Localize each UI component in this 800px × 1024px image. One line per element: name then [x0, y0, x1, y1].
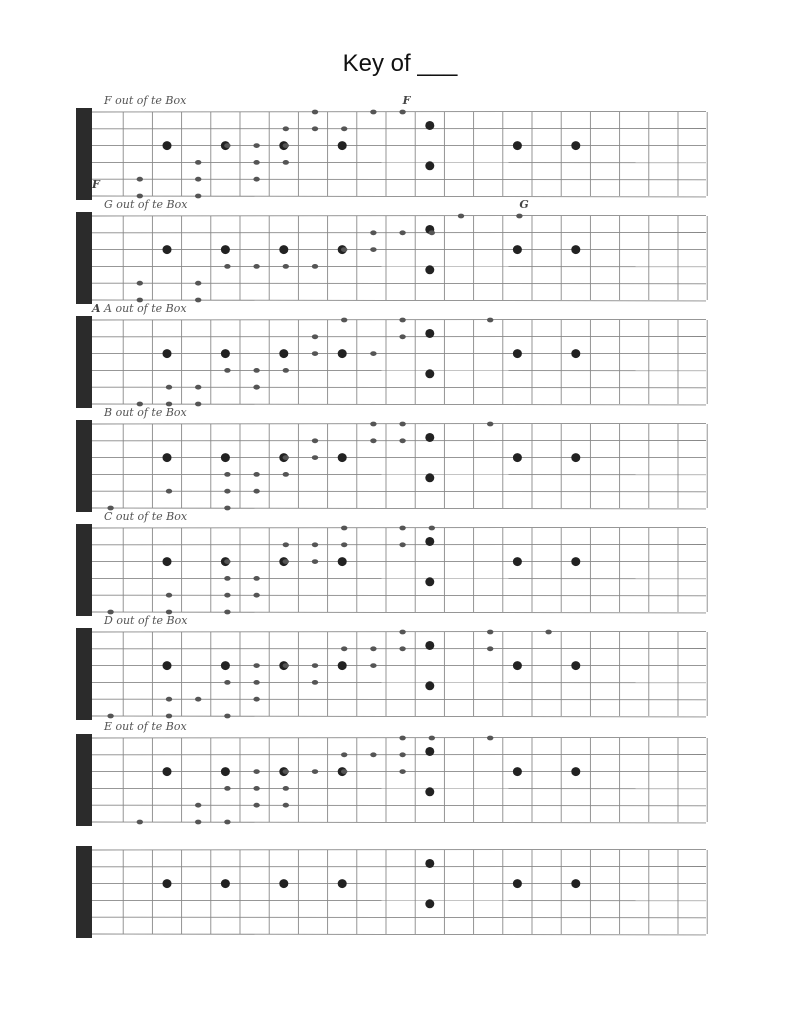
string-line	[92, 595, 706, 596]
fretboard-label: D out of te Box	[104, 614, 188, 627]
scale-note-dot	[195, 402, 201, 407]
scale-note-dot	[224, 489, 230, 494]
inlay-dot	[338, 349, 347, 358]
scale-note-dot	[283, 663, 289, 668]
scale-note-dot	[312, 680, 318, 685]
inlay-dot	[221, 767, 230, 776]
scale-note-dot	[224, 506, 230, 511]
inlay-dot	[221, 245, 230, 254]
nut-bar	[76, 734, 92, 826]
page-title: Key of ___	[342, 50, 458, 77]
scale-note-dot	[312, 542, 318, 547]
inlay-dot	[425, 161, 434, 170]
scale-note-dot	[487, 630, 493, 635]
scale-note-dot	[487, 646, 493, 651]
scale-note-dot	[312, 455, 318, 460]
scale-note-dot	[283, 803, 289, 808]
inlay-dot	[513, 661, 522, 670]
inlay-dot	[163, 349, 172, 358]
inlay-dot	[571, 141, 580, 150]
scale-note-dot	[545, 630, 551, 635]
scale-note-dot	[224, 368, 230, 373]
scale-note-dot	[253, 472, 259, 477]
inlay-dot	[571, 557, 580, 566]
scale-note-dot	[399, 542, 405, 547]
scale-note-dot	[195, 697, 201, 702]
scale-note-dot	[283, 542, 289, 547]
inlay-dot	[221, 661, 230, 670]
scale-note-dot	[253, 663, 259, 668]
scale-note-dot	[370, 663, 376, 668]
scale-note-dot	[312, 559, 318, 564]
scale-note-dot	[195, 803, 201, 808]
string-line	[92, 737, 706, 738]
scale-note-dot	[195, 298, 201, 303]
string-line	[92, 716, 706, 717]
inlay-dot	[163, 453, 172, 462]
inlay-dot	[425, 121, 434, 130]
scale-note-dot	[224, 264, 230, 269]
inlay-dot	[279, 349, 288, 358]
scale-note-dot	[253, 160, 259, 165]
string-line	[92, 387, 706, 388]
scale-note-dot	[399, 736, 405, 741]
string-line	[92, 822, 706, 823]
scale-note-dot	[253, 368, 259, 373]
scale-note-dot	[312, 110, 318, 115]
inlay-dot	[163, 879, 172, 888]
inlay-dot	[338, 661, 347, 670]
fretboard-grid	[76, 108, 706, 200]
scale-note-dot	[166, 714, 172, 719]
inlay-dot	[338, 557, 347, 566]
scale-note-dot	[283, 455, 289, 460]
scale-note-dot	[224, 786, 230, 791]
scale-note-dot	[312, 438, 318, 443]
scale-note-dot	[312, 126, 318, 131]
fretboard	[76, 198, 706, 304]
inlay-dot	[425, 577, 434, 586]
inlay-dot	[513, 349, 522, 358]
inlay-dot	[513, 245, 522, 254]
inlay-dot	[221, 879, 230, 888]
inlay-dot	[163, 245, 172, 254]
scale-note-dot	[370, 110, 376, 115]
string-line	[92, 934, 706, 935]
scale-note-dot	[370, 247, 376, 252]
scale-note-dot	[399, 318, 405, 323]
scale-note-dot	[224, 472, 230, 477]
scale-note-dot	[399, 422, 405, 427]
scale-note-dot	[399, 752, 405, 757]
scale-note-dot	[253, 264, 259, 269]
string-line	[92, 300, 706, 301]
inlay-dot	[163, 141, 172, 150]
fretboard-grid	[76, 420, 706, 512]
scale-note-dot	[341, 646, 347, 651]
scale-note-dot	[399, 526, 405, 531]
fretboard-label: B out of te Box	[104, 406, 187, 419]
scale-note-dot	[224, 714, 230, 719]
scale-note-dot	[341, 769, 347, 774]
scale-note-dot	[137, 281, 143, 286]
scale-note-dot	[195, 160, 201, 165]
fretboard-label: A out of te Box	[104, 302, 187, 315]
scale-note-dot	[195, 820, 201, 825]
scale-note-dot	[253, 769, 259, 774]
scale-note-dot	[283, 160, 289, 165]
note-letter-label: G	[519, 198, 529, 211]
scale-note-dot	[370, 422, 376, 427]
scale-note-dot	[283, 559, 289, 564]
inlay-dot	[221, 453, 230, 462]
fretboard	[76, 94, 706, 200]
scale-note-dot	[137, 820, 143, 825]
scale-note-dot	[224, 680, 230, 685]
scale-note-dot	[224, 559, 230, 564]
string-line	[92, 491, 706, 492]
scale-note-dot	[399, 769, 405, 774]
scale-note-dot	[458, 214, 464, 219]
nut-bar	[76, 420, 92, 512]
scale-note-dot	[107, 714, 113, 719]
fretboard-grid	[76, 212, 706, 304]
string-line	[92, 631, 706, 632]
scale-note-dot	[487, 318, 493, 323]
inlay-dot	[425, 369, 434, 378]
scale-note-dot	[312, 663, 318, 668]
scale-note-dot	[224, 576, 230, 581]
string-line	[92, 508, 706, 509]
scale-note-dot	[253, 489, 259, 494]
inlay-dot	[513, 879, 522, 888]
scale-note-dot	[224, 610, 230, 615]
inlay-dot	[425, 329, 434, 338]
string-line	[92, 527, 706, 528]
fretboard-grid	[76, 846, 706, 938]
inlay-dot	[513, 767, 522, 776]
inlay-dot	[425, 681, 434, 690]
inlay-dot	[425, 265, 434, 274]
string-line	[92, 849, 706, 850]
fretboard	[76, 846, 706, 938]
scale-note-dot	[283, 126, 289, 131]
scale-note-dot	[253, 177, 259, 182]
scale-note-dot	[399, 334, 405, 339]
scale-note-dot	[399, 438, 405, 443]
fretboard-label: E out of te Box	[104, 720, 187, 733]
inlay-dot	[425, 787, 434, 796]
inlay-dot	[513, 453, 522, 462]
scale-note-dot	[341, 542, 347, 547]
fretboard-label: C out of te Box	[104, 510, 188, 523]
string-line	[92, 917, 706, 918]
scale-note-dot	[253, 803, 259, 808]
scale-note-dot	[370, 752, 376, 757]
scale-note-dot	[283, 264, 289, 269]
nut-bar	[76, 108, 92, 200]
fretboard	[76, 302, 706, 408]
fretboard-grid	[76, 316, 706, 408]
scale-note-dot	[370, 438, 376, 443]
scale-note-dot	[195, 281, 201, 286]
inlay-dot	[425, 641, 434, 650]
inlay-dot	[221, 349, 230, 358]
fretboard-grid	[76, 524, 706, 616]
inlay-dot	[425, 899, 434, 908]
string-line	[92, 404, 706, 405]
scale-note-dot	[283, 472, 289, 477]
inlay-dot	[163, 661, 172, 670]
scale-note-dot	[195, 385, 201, 390]
scale-note-dot	[487, 422, 493, 427]
scale-note-dot	[224, 593, 230, 598]
note-letter-label: F	[92, 178, 100, 191]
inlay-dot	[338, 141, 347, 150]
scale-note-dot	[429, 736, 435, 741]
string-line	[92, 283, 706, 284]
fretboard-label: G out of te Box	[104, 198, 188, 211]
scale-note-dot	[137, 177, 143, 182]
scale-note-dot	[399, 230, 405, 235]
scale-note-dot	[341, 752, 347, 757]
scale-note-dot	[253, 697, 259, 702]
string-line	[92, 111, 706, 112]
scale-note-dot	[399, 630, 405, 635]
scale-note-dot	[341, 318, 347, 323]
scale-note-dot	[253, 593, 259, 598]
scale-note-dot	[341, 126, 347, 131]
fretboard-grid	[76, 734, 706, 826]
string-line	[92, 215, 706, 216]
string-line	[92, 805, 706, 806]
inlay-dot	[571, 767, 580, 776]
scale-note-dot	[253, 786, 259, 791]
scale-note-dot	[283, 786, 289, 791]
inlay-dot	[425, 537, 434, 546]
inlay-dot	[425, 859, 434, 868]
inlay-dot	[163, 767, 172, 776]
scale-note-dot	[312, 264, 318, 269]
nut-bar	[76, 628, 92, 720]
scale-note-dot	[283, 368, 289, 373]
scale-note-dot	[312, 351, 318, 356]
string-line	[92, 179, 706, 180]
inlay-dot	[425, 433, 434, 442]
scale-note-dot	[166, 697, 172, 702]
scale-note-dot	[429, 526, 435, 531]
inlay-dot	[571, 453, 580, 462]
inlay-dot	[571, 245, 580, 254]
inlay-dot	[279, 879, 288, 888]
scale-note-dot	[195, 194, 201, 199]
string-line	[92, 612, 706, 613]
scale-note-dot	[166, 593, 172, 598]
scale-note-dot	[487, 736, 493, 741]
scale-note-dot	[224, 820, 230, 825]
string-line	[92, 196, 706, 197]
scale-note-dot	[253, 385, 259, 390]
scale-note-dot	[516, 214, 522, 219]
nut-bar	[76, 846, 92, 938]
scale-note-dot	[399, 646, 405, 651]
scale-note-dot	[283, 769, 289, 774]
inlay-dot	[571, 349, 580, 358]
scale-note-dot	[224, 143, 230, 148]
fretboard-grid	[76, 628, 706, 720]
inlay-dot	[425, 473, 434, 482]
fretboard	[76, 510, 706, 616]
inlay-dot	[163, 557, 172, 566]
inlay-dot	[513, 141, 522, 150]
scale-note-dot	[253, 143, 259, 148]
inlay-dot	[425, 747, 434, 756]
scale-note-dot	[283, 143, 289, 148]
scale-note-dot	[341, 526, 347, 531]
nut-bar	[76, 524, 92, 616]
inlay-dot	[279, 245, 288, 254]
scale-note-dot	[195, 177, 201, 182]
fretboard	[76, 614, 706, 720]
scale-note-dot	[370, 230, 376, 235]
nut-bar	[76, 212, 92, 304]
string-line	[92, 423, 706, 424]
inlay-dot	[513, 557, 522, 566]
scale-note-dot	[370, 351, 376, 356]
nut-bar	[76, 316, 92, 408]
scale-note-dot	[399, 110, 405, 115]
scale-note-dot	[370, 646, 376, 651]
inlay-dot	[571, 661, 580, 670]
scale-note-dot	[312, 334, 318, 339]
string-line	[92, 699, 706, 700]
fretboard	[76, 406, 706, 512]
scale-note-dot	[341, 247, 347, 252]
fretboard	[76, 720, 706, 826]
scale-note-dot	[166, 489, 172, 494]
scale-note-dot	[312, 769, 318, 774]
scale-note-dot	[429, 230, 435, 235]
scale-note-dot	[253, 680, 259, 685]
fretboard-label: F out of te Box	[104, 94, 187, 107]
note-letter-label: F	[402, 94, 411, 107]
inlay-dot	[338, 453, 347, 462]
string-line	[92, 319, 706, 320]
note-letter-label: A	[92, 302, 101, 315]
scale-note-dot	[166, 385, 172, 390]
scale-note-dot	[253, 576, 259, 581]
inlay-dot	[571, 879, 580, 888]
inlay-dot	[338, 879, 347, 888]
